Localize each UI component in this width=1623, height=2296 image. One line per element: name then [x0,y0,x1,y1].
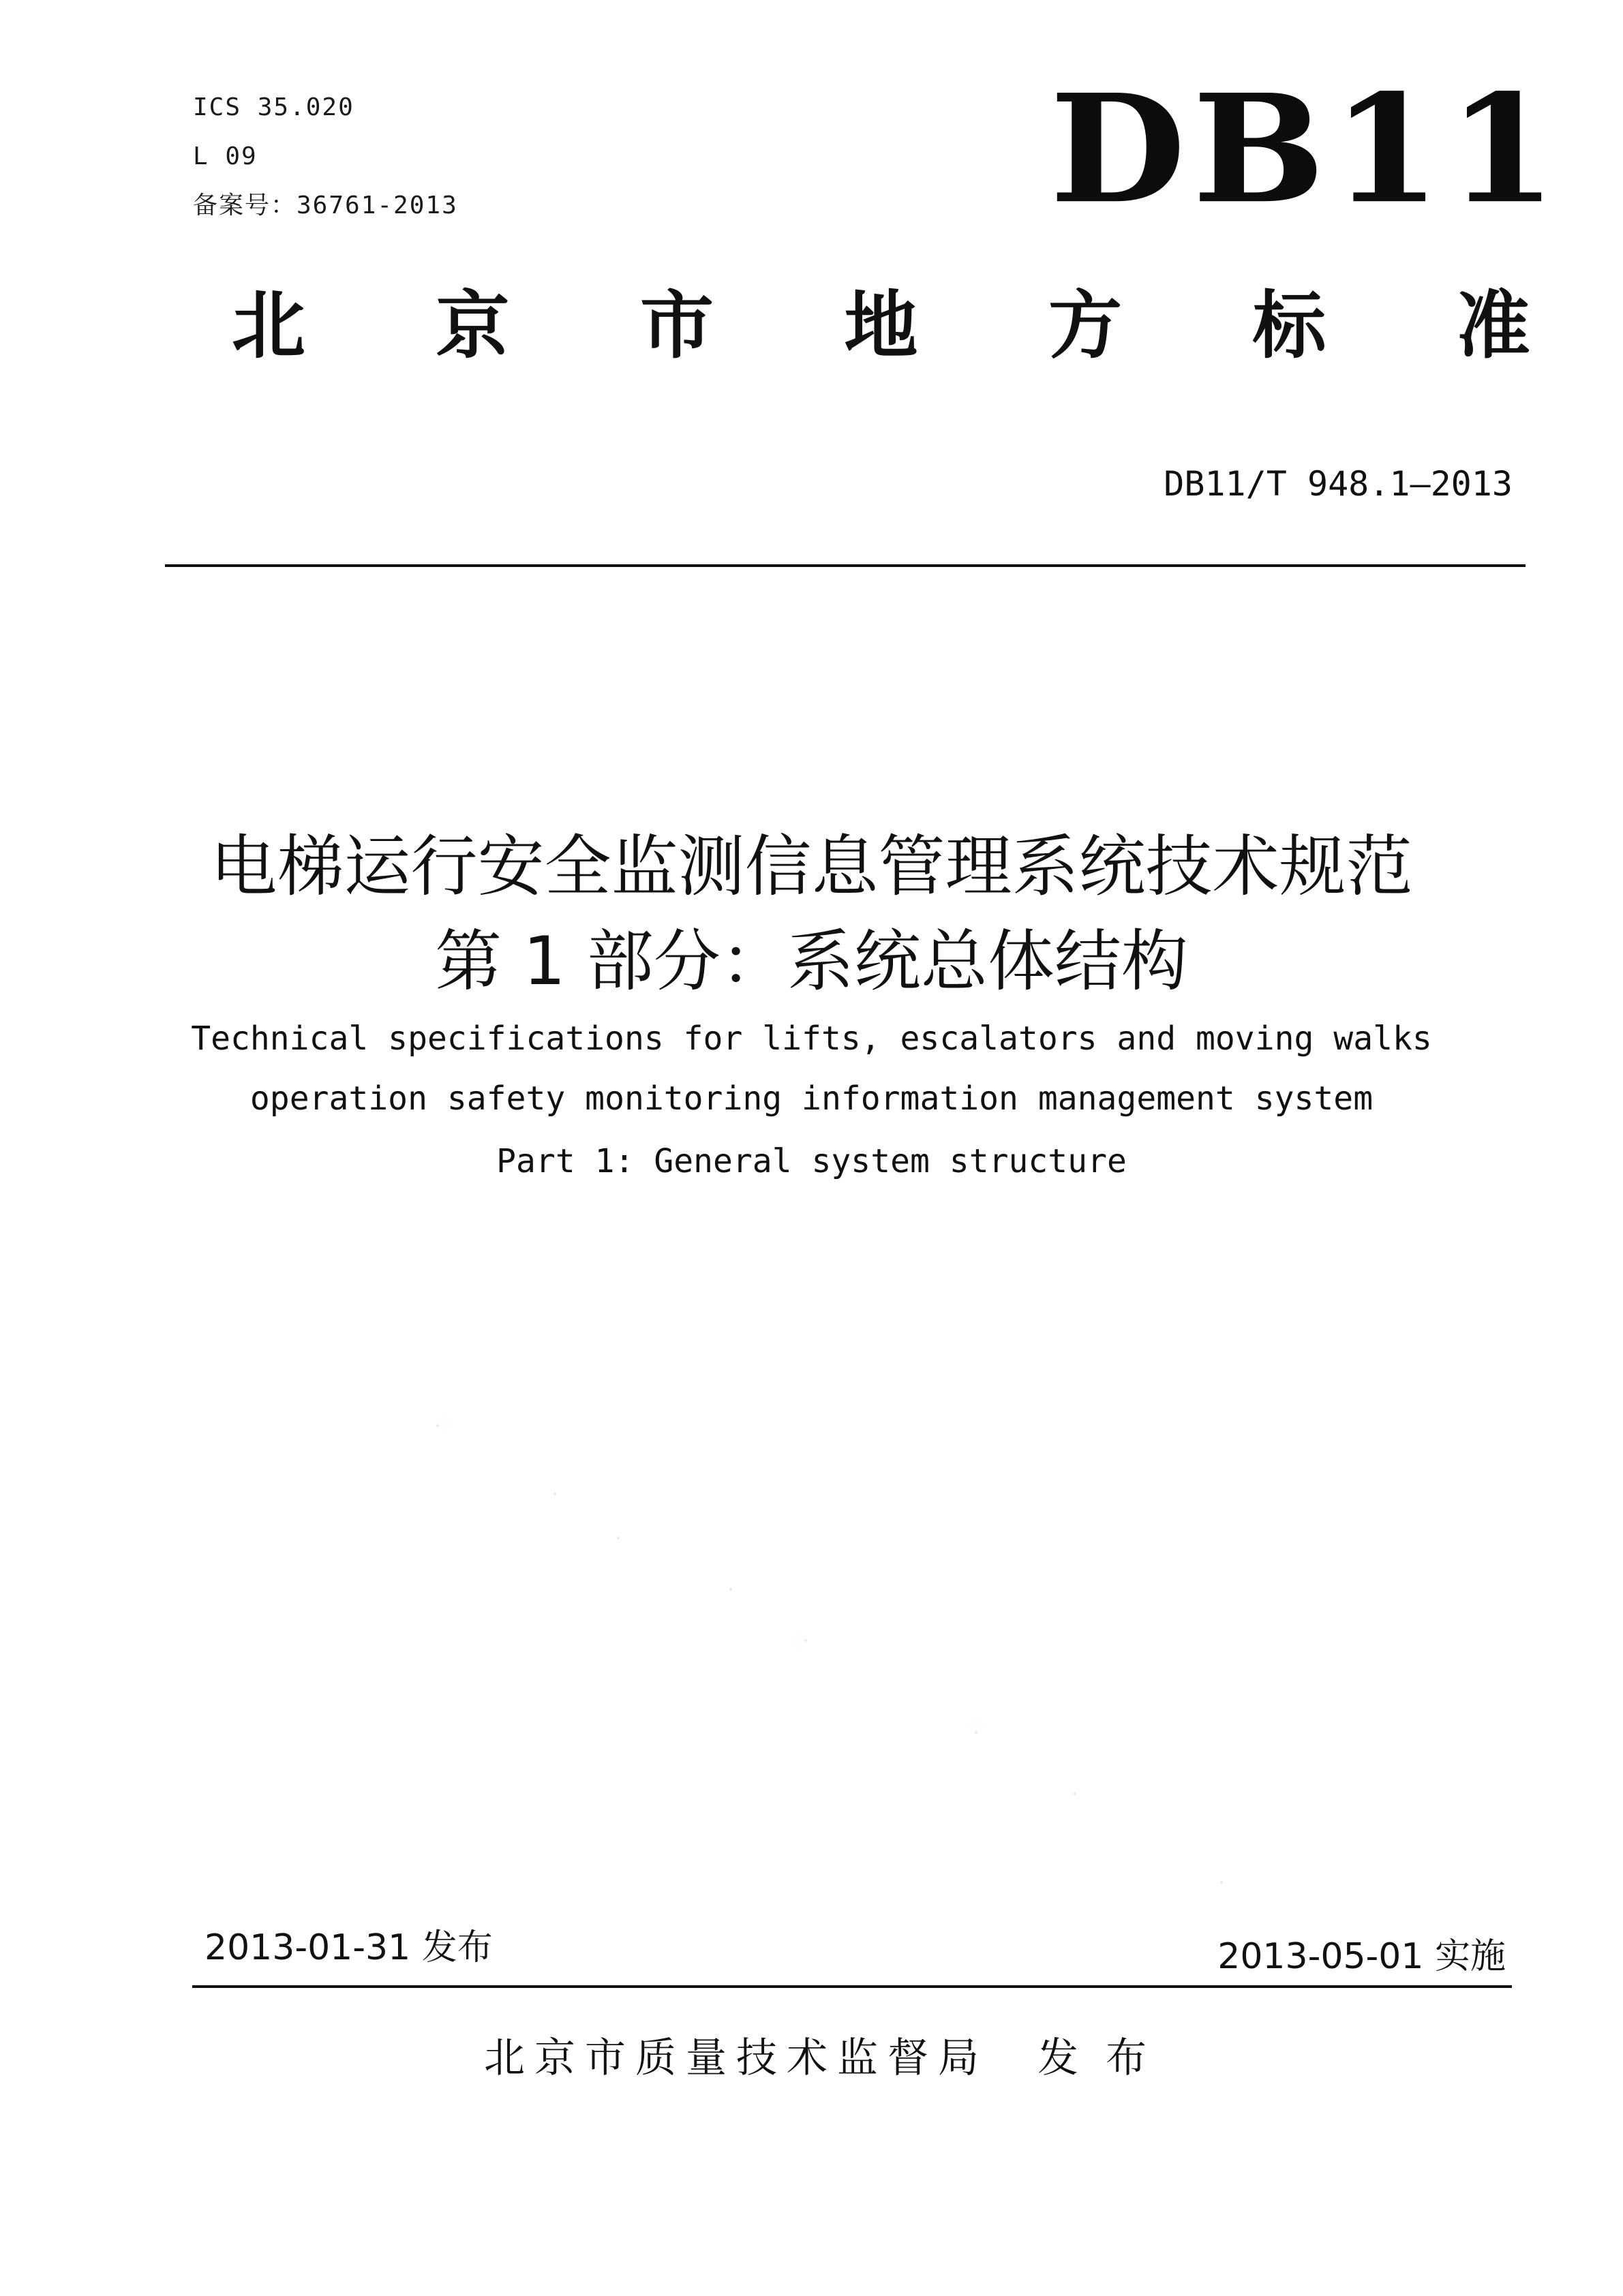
standard-type-heading [232,284,1530,369]
scan-speckle [617,1537,620,1540]
scan-speckle [1220,1881,1223,1884]
scan-speckle [436,1424,439,1427]
issuer-action: 发布 [1037,2034,1174,2082]
scan-speckle [975,1731,977,1734]
scan-speckle [1074,1792,1076,1795]
ics-code: ICS 35.020 [193,93,354,121]
footer-divider [192,1985,1512,1988]
scan-speckle [729,1588,732,1591]
standard-type-char: 京 [436,284,510,369]
ccs-code: L 09 [193,142,258,170]
standard-type-char: 准 [1456,284,1530,369]
standard-number: DB11/T 948.1—2013 [1164,464,1513,504]
issuer-line [484,2034,1174,2082]
title-chinese-line-1: 电梯运行安全监测信息管理系统技术规范 [210,828,1413,906]
header-divider [165,564,1526,567]
standard-type-char: 地 [844,284,918,369]
implementation-date: 2013-05-01 实施 [1217,1936,1506,1977]
title-english-line-2: operation safety monitoring information management system [249,1080,1374,1118]
db11-logo: DB11 [1050,62,1564,237]
standard-type-char: 市 [639,284,714,369]
issue-date: 2013-01-31 发布 [204,1927,493,1968]
record-number: 备案号：36761-2013 [193,192,458,219]
title-chinese-line-2: 第 1 部分：系统总体结构 [435,923,1188,1000]
standard-type-char: 方 [1048,284,1122,369]
title-english-line-1: Technical specifications for lifts, escalators and moving walks [191,1020,1432,1058]
issuer-name: 北京市质量技术监督局 [484,2034,988,2082]
standard-type-char: 标 [1252,284,1326,369]
scan-speckle [553,1493,556,1495]
standard-type-char: 北 [232,284,306,369]
scan-speckle [804,1639,807,1642]
title-english-line-3: Part 1: General system structure [496,1142,1127,1180]
